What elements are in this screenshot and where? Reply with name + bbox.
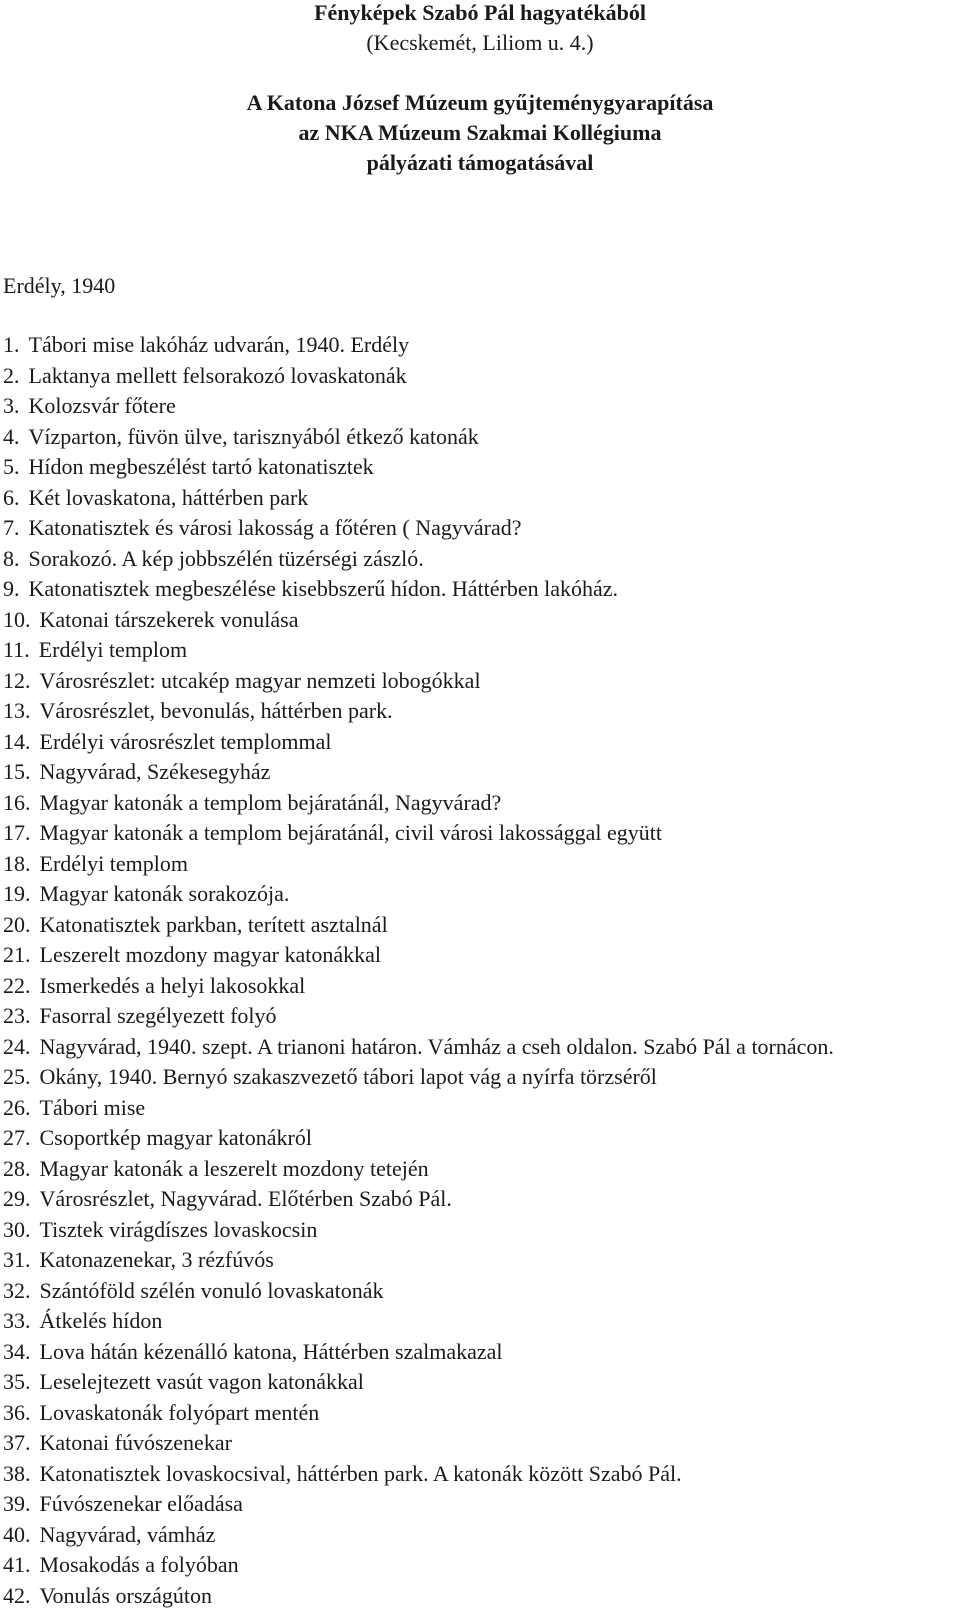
list-item-number: 25. <box>3 1064 31 1089</box>
list-item-text: Sorakozó. A kép jobbszélén tüzérségi zászló. <box>28 545 424 571</box>
list-item <box>3 757 834 788</box>
list-item-number: 33. <box>3 1308 31 1333</box>
list-item-number: 13. <box>3 698 31 723</box>
list-item-text: Katonatisztek megbeszélése kisebbszerű hídon. Háttérben lakóház. <box>28 576 618 601</box>
photo-list <box>3 330 834 1611</box>
list-item <box>3 1398 834 1429</box>
list-item-number: 35. <box>3 1369 31 1394</box>
list-item <box>3 1459 834 1490</box>
list-item-number: 11. <box>3 637 30 662</box>
list-item-text: Csoportkép magyar katonákról <box>39 1125 312 1150</box>
list-item-text: Katonatisztek lovaskocsival, háttérben park. A katonák között Szabó Pál. <box>39 1460 682 1486</box>
document-title: Fényképek Szabó Pál hagyatékából <box>314 0 646 25</box>
list-item <box>3 1520 834 1551</box>
list-item-number: 15. <box>3 759 31 784</box>
list-item <box>3 391 834 422</box>
list-item-text: Katonai társzekerek vonulása <box>39 606 299 632</box>
list-item <box>3 1306 834 1337</box>
list-item <box>3 910 834 941</box>
list-item-text: Fúvószenekar előadása <box>39 1491 243 1516</box>
list-item-number: 29. <box>3 1186 31 1211</box>
list-item-number: 38. <box>3 1460 31 1486</box>
list-item-number: 3. <box>3 393 20 418</box>
list-item <box>3 1367 834 1398</box>
list-item <box>3 1550 834 1581</box>
list-item-text: Városrészlet, Nagyvárad. Előtérben Szabó Pál. <box>39 1186 452 1211</box>
list-item-number: 12. <box>3 667 31 693</box>
list-item-text: Katonatisztek és városi lakosság a főtéren ( Nagyvárad? <box>28 515 522 540</box>
list-item-text: Szántóföld szélén vonuló lovaskatonák <box>39 1277 384 1303</box>
list-item <box>3 605 834 636</box>
list-item <box>3 330 834 361</box>
list-item-number: 10. <box>3 606 31 632</box>
list-item-number: 9. <box>3 576 20 601</box>
list-item-number: 40. <box>3 1521 31 1547</box>
list-item-text: Magyar katonák a templom bejáratánál, civil városi lakossággal együtt <box>39 820 663 845</box>
list-item-number: 26. <box>3 1094 31 1120</box>
funding-line-1: A Katona József Múzeum gyűjteménygyarapítása <box>246 90 714 115</box>
list-item <box>3 818 834 849</box>
funding-line-3: pályázati támogatásával <box>366 150 594 175</box>
list-item-number: 17. <box>3 820 31 845</box>
list-item <box>3 513 834 544</box>
list-item-text: Fasorral szegélyezett folyó <box>39 1003 277 1028</box>
document-address: (Kecskemét, Liliom u. 4.) <box>366 30 594 55</box>
list-item <box>3 1581 834 1612</box>
list-item-number: 20. <box>3 911 31 937</box>
list-item-number: 8. <box>3 545 20 571</box>
list-item-text: Laktanya mellett felsorakozó lovaskatonák <box>28 362 407 388</box>
funding-line-2: az NKA Múzeum Szakmai Kollégiuma <box>298 120 662 145</box>
list-item <box>3 940 834 971</box>
list-item-text: Tábori mise lakóház udvarán, 1940. Erdély <box>28 332 410 357</box>
list-item <box>3 574 834 605</box>
list-item <box>3 1001 834 1032</box>
list-item-number: 24. <box>3 1033 31 1059</box>
list-item-text: Erdélyi városrészlet templommal <box>39 728 332 754</box>
list-item-number: 27. <box>3 1125 31 1150</box>
list-item-number: 16. <box>3 789 31 815</box>
list-item-text: Tábori mise <box>39 1094 146 1120</box>
list-item <box>3 666 834 697</box>
list-item-number: 34. <box>3 1338 31 1364</box>
list-item-number: 28. <box>3 1155 31 1181</box>
list-item <box>3 361 834 392</box>
list-item-text: Kolozsvár főtere <box>28 393 176 418</box>
list-item <box>3 1093 834 1124</box>
list-item-text: Vonulás országúton <box>39 1582 213 1608</box>
list-item-number: 32. <box>3 1277 31 1303</box>
list-item-text: Okány, 1940. Bernyó szakaszvezető tábori lapot vág a nyírfa törzséről <box>39 1064 657 1089</box>
list-item-text: Ismerkedés a helyi lakosokkal <box>39 972 306 998</box>
list-item-text: Leselejtezett vasút vagon katonákkal <box>39 1369 364 1394</box>
list-item <box>3 1123 834 1154</box>
list-item-text: Magyar katonák a templom bejáratánál, Nagyvárad? <box>39 789 502 815</box>
list-item-text: Erdélyi templom <box>38 637 188 662</box>
list-item-text: Lovaskatonák folyópart mentén <box>39 1399 320 1425</box>
list-item <box>3 1184 834 1215</box>
list-item-number: 2. <box>3 362 20 388</box>
list-item-number: 1. <box>3 332 20 357</box>
section-heading: Erdély, 1940 <box>3 273 116 298</box>
list-item <box>3 879 834 910</box>
list-item-number: 18. <box>3 850 31 876</box>
list-item-text: Katonazenekar, 3 rézfúvós <box>39 1247 274 1272</box>
list-item <box>3 971 834 1002</box>
list-item <box>3 1276 834 1307</box>
list-item <box>3 1337 834 1368</box>
list-item-number: 30. <box>3 1216 31 1242</box>
list-item <box>3 452 834 483</box>
list-item-number: 31. <box>3 1247 31 1272</box>
list-item <box>3 635 834 666</box>
list-item-number: 41. <box>3 1552 31 1577</box>
list-item <box>3 483 834 514</box>
list-item-number: 4. <box>3 423 20 449</box>
list-item-text: Nagyvárad, Székesegyház <box>39 759 271 784</box>
list-item-number: 37. <box>3 1430 31 1455</box>
list-item-text: Átkelés hídon <box>39 1308 163 1333</box>
list-item-text: Lova hátán kézenálló katona, Háttérben szalmakazal <box>39 1338 503 1364</box>
list-item-number: 19. <box>3 881 31 906</box>
list-item <box>3 1428 834 1459</box>
list-item <box>3 849 834 880</box>
list-item-number: 36. <box>3 1399 31 1425</box>
list-item-text: Vízparton, füvön ülve, tarisznyából étkező katonák <box>28 423 479 449</box>
list-item-number: 6. <box>3 484 20 510</box>
list-item-number: 14. <box>3 728 31 754</box>
list-item-text: Nagyvárad, vámház <box>39 1521 216 1547</box>
list-item-text: Tisztek virágdíszes lovaskocsin <box>39 1216 318 1242</box>
list-item <box>3 1215 834 1246</box>
list-item-number: 21. <box>3 942 31 967</box>
list-item-number: 23. <box>3 1003 31 1028</box>
list-item <box>3 1489 834 1520</box>
list-item-text: Két lovaskatona, háttérben park <box>28 484 309 510</box>
list-item <box>3 727 834 758</box>
list-item-number: 42. <box>3 1582 31 1608</box>
list-item <box>3 1062 834 1093</box>
list-item <box>3 1032 834 1063</box>
list-item-text: Leszerelt mozdony magyar katonákkal <box>39 942 381 967</box>
list-item-number: 7. <box>3 515 20 540</box>
list-item-text: Erdélyi templom <box>39 850 188 876</box>
list-item-text: Katonai fúvószenekar <box>39 1430 232 1455</box>
list-item-text: Katonatisztek parkban, terített asztalnál <box>39 911 388 937</box>
list-item-text: Magyar katonák sorakozója. <box>39 881 290 906</box>
list-item-text: Nagyvárad, 1940. szept. A trianoni határon. Vámház a cseh oldalon. Szabó Pál a tornácon. <box>39 1033 834 1059</box>
list-item <box>3 1245 834 1276</box>
list-item-text: Városrészlet, bevonulás, háttérben park. <box>39 698 393 723</box>
list-item-number: 22. <box>3 972 31 998</box>
list-item-number: 39. <box>3 1491 31 1516</box>
list-item-text: Mosakodás a folyóban <box>39 1552 239 1577</box>
list-item-text: Városrészlet: utcakép magyar nemzeti lobogókkal <box>39 667 481 693</box>
list-item-text: Magyar katonák a leszerelt mozdony tetején <box>39 1155 429 1181</box>
list-item <box>3 544 834 575</box>
list-item <box>3 1154 834 1185</box>
list-item-number: 5. <box>3 454 20 479</box>
list-item <box>3 696 834 727</box>
list-item-text: Hídon megbeszélést tartó katonatisztek <box>28 454 374 479</box>
list-item <box>3 788 834 819</box>
list-item <box>3 422 834 453</box>
